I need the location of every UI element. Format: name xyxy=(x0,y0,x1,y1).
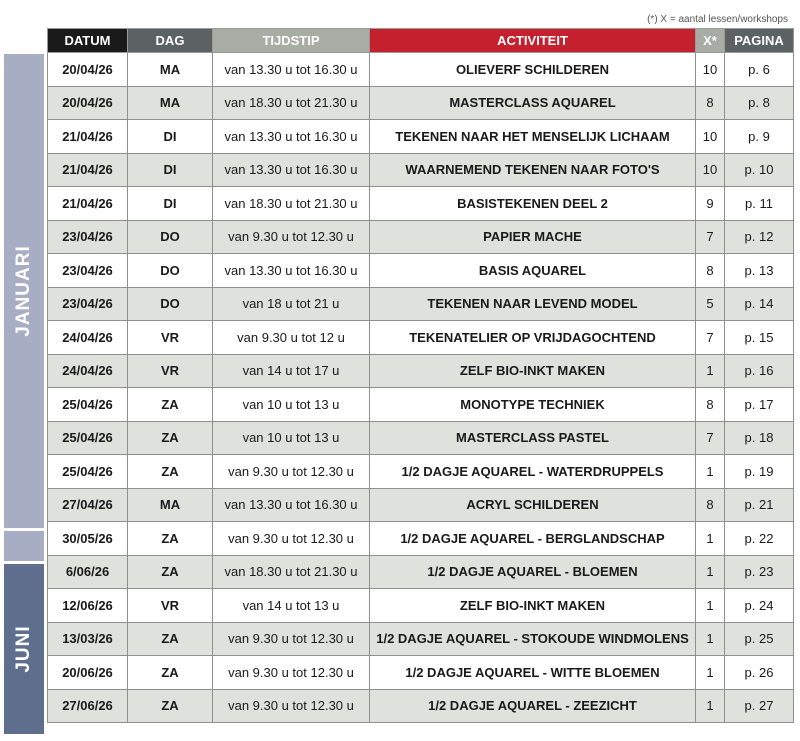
cell-activiteit: ACRYL SCHILDEREN xyxy=(370,488,696,522)
cell-dag: ZA xyxy=(128,388,213,422)
table-row xyxy=(48,153,794,187)
cell-datum: 30/05/26 xyxy=(48,522,128,556)
cell-activiteit: 1/2 DAGJE AQUAREL - ZEEZICHT xyxy=(370,689,696,723)
cell-activiteit: TEKENATELIER OP VRIJDAGOCHTEND xyxy=(370,321,696,355)
cell-activiteit: 1/2 DAGJE AQUAREL - BLOEMEN xyxy=(370,555,696,589)
cell-tijdstip: van 9.30 u tot 12.30 u xyxy=(213,689,370,723)
cell-pagina: p. 8 xyxy=(725,86,794,120)
cell-datum: 25/04/26 xyxy=(48,421,128,455)
cell-x: 9 xyxy=(696,187,725,221)
cell-pagina: p. 9 xyxy=(725,120,794,154)
cell-datum: 27/04/26 xyxy=(48,488,128,522)
table-row xyxy=(48,689,794,723)
cell-tijdstip: van 10 u tot 13 u xyxy=(213,388,370,422)
cell-pagina: p. 27 xyxy=(725,689,794,723)
cell-dag: DI xyxy=(128,153,213,187)
cell-pagina: p. 24 xyxy=(725,589,794,623)
cell-datum: 21/04/26 xyxy=(48,120,128,154)
cell-activiteit: ZELF BIO-INKT MAKEN xyxy=(370,589,696,623)
cell-activiteit: BASIS AQUAREL xyxy=(370,254,696,288)
cell-dag: ZA xyxy=(128,555,213,589)
cell-x: 1 xyxy=(696,555,725,589)
cell-dag: ZA xyxy=(128,522,213,556)
cell-dag: ZA xyxy=(128,656,213,690)
cell-pagina: p. 26 xyxy=(725,656,794,690)
cell-pagina: p. 18 xyxy=(725,421,794,455)
cell-activiteit: TEKENEN NAAR HET MENSELIJK LICHAAM xyxy=(370,120,696,154)
cell-datum: 27/06/26 xyxy=(48,689,128,723)
cell-x: 8 xyxy=(696,488,725,522)
cell-tijdstip: van 9.30 u tot 12 u xyxy=(213,321,370,355)
table-row xyxy=(48,589,794,623)
cell-datum: 25/04/26 xyxy=(48,388,128,422)
cell-activiteit: WAARNEMEND TEKENEN NAAR FOTO'S xyxy=(370,153,696,187)
cell-dag: MA xyxy=(128,488,213,522)
cell-dag: VR xyxy=(128,321,213,355)
table-row xyxy=(48,220,794,254)
cell-x: 10 xyxy=(696,53,725,87)
cell-tijdstip: van 13.30 u tot 16.30 u xyxy=(213,53,370,87)
cell-tijdstip: van 9.30 u tot 12.30 u xyxy=(213,622,370,656)
cell-pagina: p. 6 xyxy=(725,53,794,87)
table-row xyxy=(48,656,794,690)
table-row xyxy=(48,287,794,321)
cell-tijdstip: van 10 u tot 13 u xyxy=(213,421,370,455)
cell-datum: 23/04/26 xyxy=(48,254,128,288)
cell-activiteit: TEKENEN NAAR LEVEND MODEL xyxy=(370,287,696,321)
cell-x: 10 xyxy=(696,120,725,154)
cell-pagina: p. 16 xyxy=(725,354,794,388)
cell-dag: DO xyxy=(128,254,213,288)
cell-x: 1 xyxy=(696,589,725,623)
cell-dag: MA xyxy=(128,86,213,120)
cell-x: 7 xyxy=(696,421,725,455)
cell-dag: DO xyxy=(128,220,213,254)
table-row xyxy=(48,555,794,589)
cell-activiteit: 1/2 DAGJE AQUAREL - STOKOUDE WINDMOLENS xyxy=(370,622,696,656)
cell-datum: 12/06/26 xyxy=(48,589,128,623)
cell-x: 8 xyxy=(696,86,725,120)
cell-pagina: p. 13 xyxy=(725,254,794,288)
cell-tijdstip: van 9.30 u tot 12.30 u xyxy=(213,656,370,690)
cell-pagina: p. 14 xyxy=(725,287,794,321)
cell-pagina: p. 10 xyxy=(725,153,794,187)
cell-x: 8 xyxy=(696,388,725,422)
cell-tijdstip: van 18 u tot 21 u xyxy=(213,287,370,321)
cell-x: 1 xyxy=(696,455,725,489)
cell-pagina: p. 25 xyxy=(725,622,794,656)
month-band-may xyxy=(4,531,44,561)
cell-tijdstip: van 13.30 u tot 16.30 u xyxy=(213,254,370,288)
header-datum: DATUM xyxy=(48,29,128,53)
cell-tijdstip: van 9.30 u tot 12.30 u xyxy=(213,220,370,254)
cell-x: 1 xyxy=(696,689,725,723)
cell-datum: 20/04/26 xyxy=(48,86,128,120)
cell-dag: MA xyxy=(128,53,213,87)
cell-pagina: p. 12 xyxy=(725,220,794,254)
cell-tijdstip: van 18.30 u tot 21.30 u xyxy=(213,187,370,221)
cell-tijdstip: van 18.30 u tot 21.30 u xyxy=(213,555,370,589)
cell-datum: 20/04/26 xyxy=(48,53,128,87)
table-row xyxy=(48,254,794,288)
cell-pagina: p. 23 xyxy=(725,555,794,589)
table-row xyxy=(48,321,794,355)
cell-x: 1 xyxy=(696,622,725,656)
cell-activiteit: OLIEVERF SCHILDEREN xyxy=(370,53,696,87)
cell-dag: ZA xyxy=(128,421,213,455)
table-row xyxy=(48,86,794,120)
month-band-january xyxy=(4,54,44,528)
month-band-june xyxy=(4,564,44,734)
table-row xyxy=(48,388,794,422)
cell-x: 1 xyxy=(696,354,725,388)
cell-dag: VR xyxy=(128,354,213,388)
cell-pagina: p. 11 xyxy=(725,187,794,221)
cell-dag: VR xyxy=(128,589,213,623)
table-row xyxy=(48,187,794,221)
table-row xyxy=(48,522,794,556)
table-row xyxy=(48,354,794,388)
cell-datum: 24/04/26 xyxy=(48,321,128,355)
cell-datum: 21/04/26 xyxy=(48,153,128,187)
cell-activiteit: BASISTEKENEN DEEL 2 xyxy=(370,187,696,221)
month-label-june: JUNI xyxy=(13,625,34,673)
cell-tijdstip: van 13.30 u tot 16.30 u xyxy=(213,120,370,154)
table-row xyxy=(48,421,794,455)
cell-activiteit: MONOTYPE TECHNIEK xyxy=(370,388,696,422)
cell-datum: 6/06/26 xyxy=(48,555,128,589)
cell-dag: DI xyxy=(128,120,213,154)
cell-x: 1 xyxy=(696,656,725,690)
cell-x: 8 xyxy=(696,254,725,288)
table-row xyxy=(48,455,794,489)
cell-x: 7 xyxy=(696,220,725,254)
cell-datum: 13/03/26 xyxy=(48,622,128,656)
header-row xyxy=(48,29,794,53)
table-row xyxy=(48,53,794,87)
cell-activiteit: 1/2 DAGJE AQUAREL - BERGLANDSCHAP xyxy=(370,522,696,556)
cell-x: 5 xyxy=(696,287,725,321)
cell-pagina: p. 21 xyxy=(725,488,794,522)
header-x: X* xyxy=(696,29,725,53)
cell-datum: 23/04/26 xyxy=(48,287,128,321)
cell-tijdstip: van 9.30 u tot 12.30 u xyxy=(213,455,370,489)
cell-activiteit: 1/2 DAGJE AQUAREL - WITTE BLOEMEN xyxy=(370,656,696,690)
cell-pagina: p. 15 xyxy=(725,321,794,355)
cell-tijdstip: van 14 u tot 13 u xyxy=(213,589,370,623)
cell-dag: DI xyxy=(128,187,213,221)
table-row xyxy=(48,120,794,154)
cell-tijdstip: van 13.30 u tot 16.30 u xyxy=(213,488,370,522)
header-dag: DAG xyxy=(128,29,213,53)
schedule-table xyxy=(47,28,794,723)
cell-dag: DO xyxy=(128,287,213,321)
table-row xyxy=(48,622,794,656)
header-tijdstip: TIJDSTIP xyxy=(213,29,370,53)
cell-x: 1 xyxy=(696,522,725,556)
cell-activiteit: MASTERCLASS AQUAREL xyxy=(370,86,696,120)
cell-dag: ZA xyxy=(128,455,213,489)
cell-datum: 21/04/26 xyxy=(48,187,128,221)
footnote-x-legend: (*) X = aantal lessen/workshops xyxy=(647,14,788,25)
cell-dag: ZA xyxy=(128,689,213,723)
table-row xyxy=(48,488,794,522)
cell-pagina: p. 19 xyxy=(725,455,794,489)
cell-tijdstip: van 14 u tot 17 u xyxy=(213,354,370,388)
month-label-january: JANUARI xyxy=(13,245,34,337)
cell-activiteit: MASTERCLASS PASTEL xyxy=(370,421,696,455)
cell-datum: 24/04/26 xyxy=(48,354,128,388)
header-activiteit: ACTIVITEIT xyxy=(370,29,696,53)
cell-activiteit: PAPIER MACHE xyxy=(370,220,696,254)
header-pagina: PAGINA xyxy=(725,29,794,53)
cell-tijdstip: van 18.30 u tot 21.30 u xyxy=(213,86,370,120)
cell-pagina: p. 17 xyxy=(725,388,794,422)
cell-activiteit: 1/2 DAGJE AQUAREL - WATERDRUPPELS xyxy=(370,455,696,489)
cell-x: 10 xyxy=(696,153,725,187)
cell-datum: 25/04/26 xyxy=(48,455,128,489)
cell-tijdstip: van 13.30 u tot 16.30 u xyxy=(213,153,370,187)
cell-datum: 20/06/26 xyxy=(48,656,128,690)
cell-dag: ZA xyxy=(128,622,213,656)
cell-datum: 23/04/26 xyxy=(48,220,128,254)
cell-pagina: p. 22 xyxy=(725,522,794,556)
cell-activiteit: ZELF BIO-INKT MAKEN xyxy=(370,354,696,388)
cell-x: 7 xyxy=(696,321,725,355)
cell-tijdstip: van 9.30 u tot 12.30 u xyxy=(213,522,370,556)
